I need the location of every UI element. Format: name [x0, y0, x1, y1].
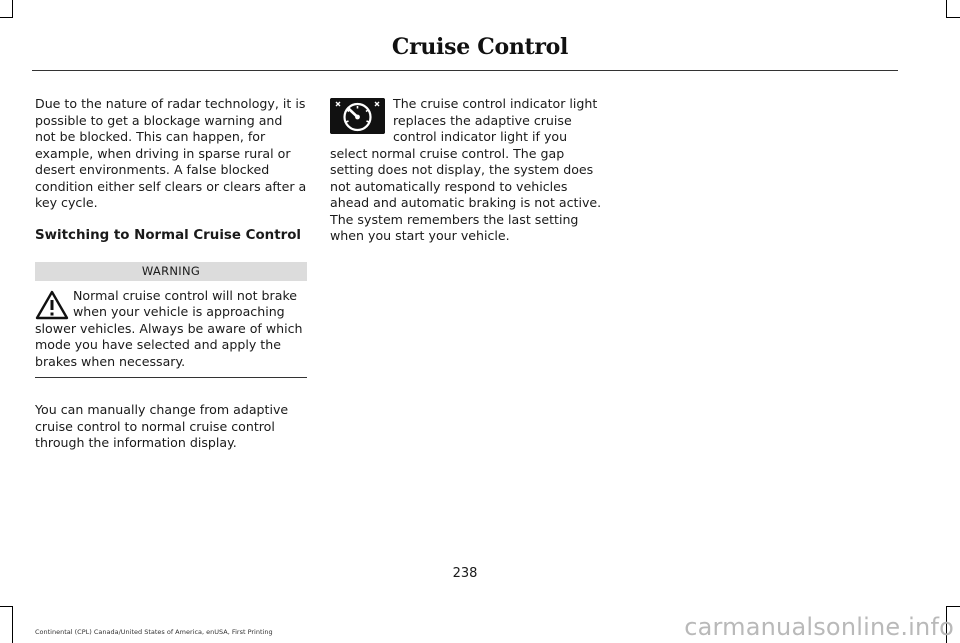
- warning-divider: [35, 377, 307, 378]
- crop-mark: [12, 606, 13, 643]
- manual-change-paragraph: You can manually change from adaptive cruise control to normal cruise control through the information display.: [35, 402, 289, 450]
- warning-triangle-icon: [35, 290, 69, 320]
- crop-mark: [0, 606, 13, 607]
- crop-mark: [0, 17, 13, 18]
- radar-blockage-paragraph: Due to the nature of radar technology, it is possible to get a blockage warning and not be blocked. This can happen, for example, when driving in sparse rural or desert environments. A false blocked condition either self clears or clears after a key cycle.: [35, 96, 307, 210]
- crop-mark: [946, 17, 960, 18]
- footer-text: Continental (CPL) Canada/United States of America, enUSA, First Printing: [35, 628, 273, 636]
- crop-mark: [946, 0, 947, 17]
- cruise-control-speedometer-icon: [330, 98, 385, 134]
- page-number: 238: [452, 566, 478, 581]
- middle-column: [330, 96, 602, 245]
- warning-box: [35, 288, 307, 371]
- crop-mark: [12, 0, 13, 17]
- page-title: Cruise Control: [391, 34, 569, 60]
- section-heading: Switching to Normal Cruise Control: [35, 227, 301, 243]
- warning-label: WARNING: [35, 262, 307, 281]
- watermark: carmanualsonline.info: [684, 613, 954, 641]
- indicator-paragraph: The cruise control indicator light replaces the adaptive cruise control indicator light if you select normal cruise control. The gap setting does not display, the system does not automatically respond to vehicles ahead and automatic braking is not active. The system remembers the last setting when you start your vehicle.: [330, 96, 602, 243]
- left-column: [35, 96, 307, 452]
- header-divider: [32, 70, 898, 71]
- crop-mark: [946, 606, 960, 607]
- warning-text: Normal cruise control will not brake when your vehicle is approaching slower vehicles. Always be aware of which mode you have selected and apply the brakes when necessary.: [35, 287, 303, 369]
